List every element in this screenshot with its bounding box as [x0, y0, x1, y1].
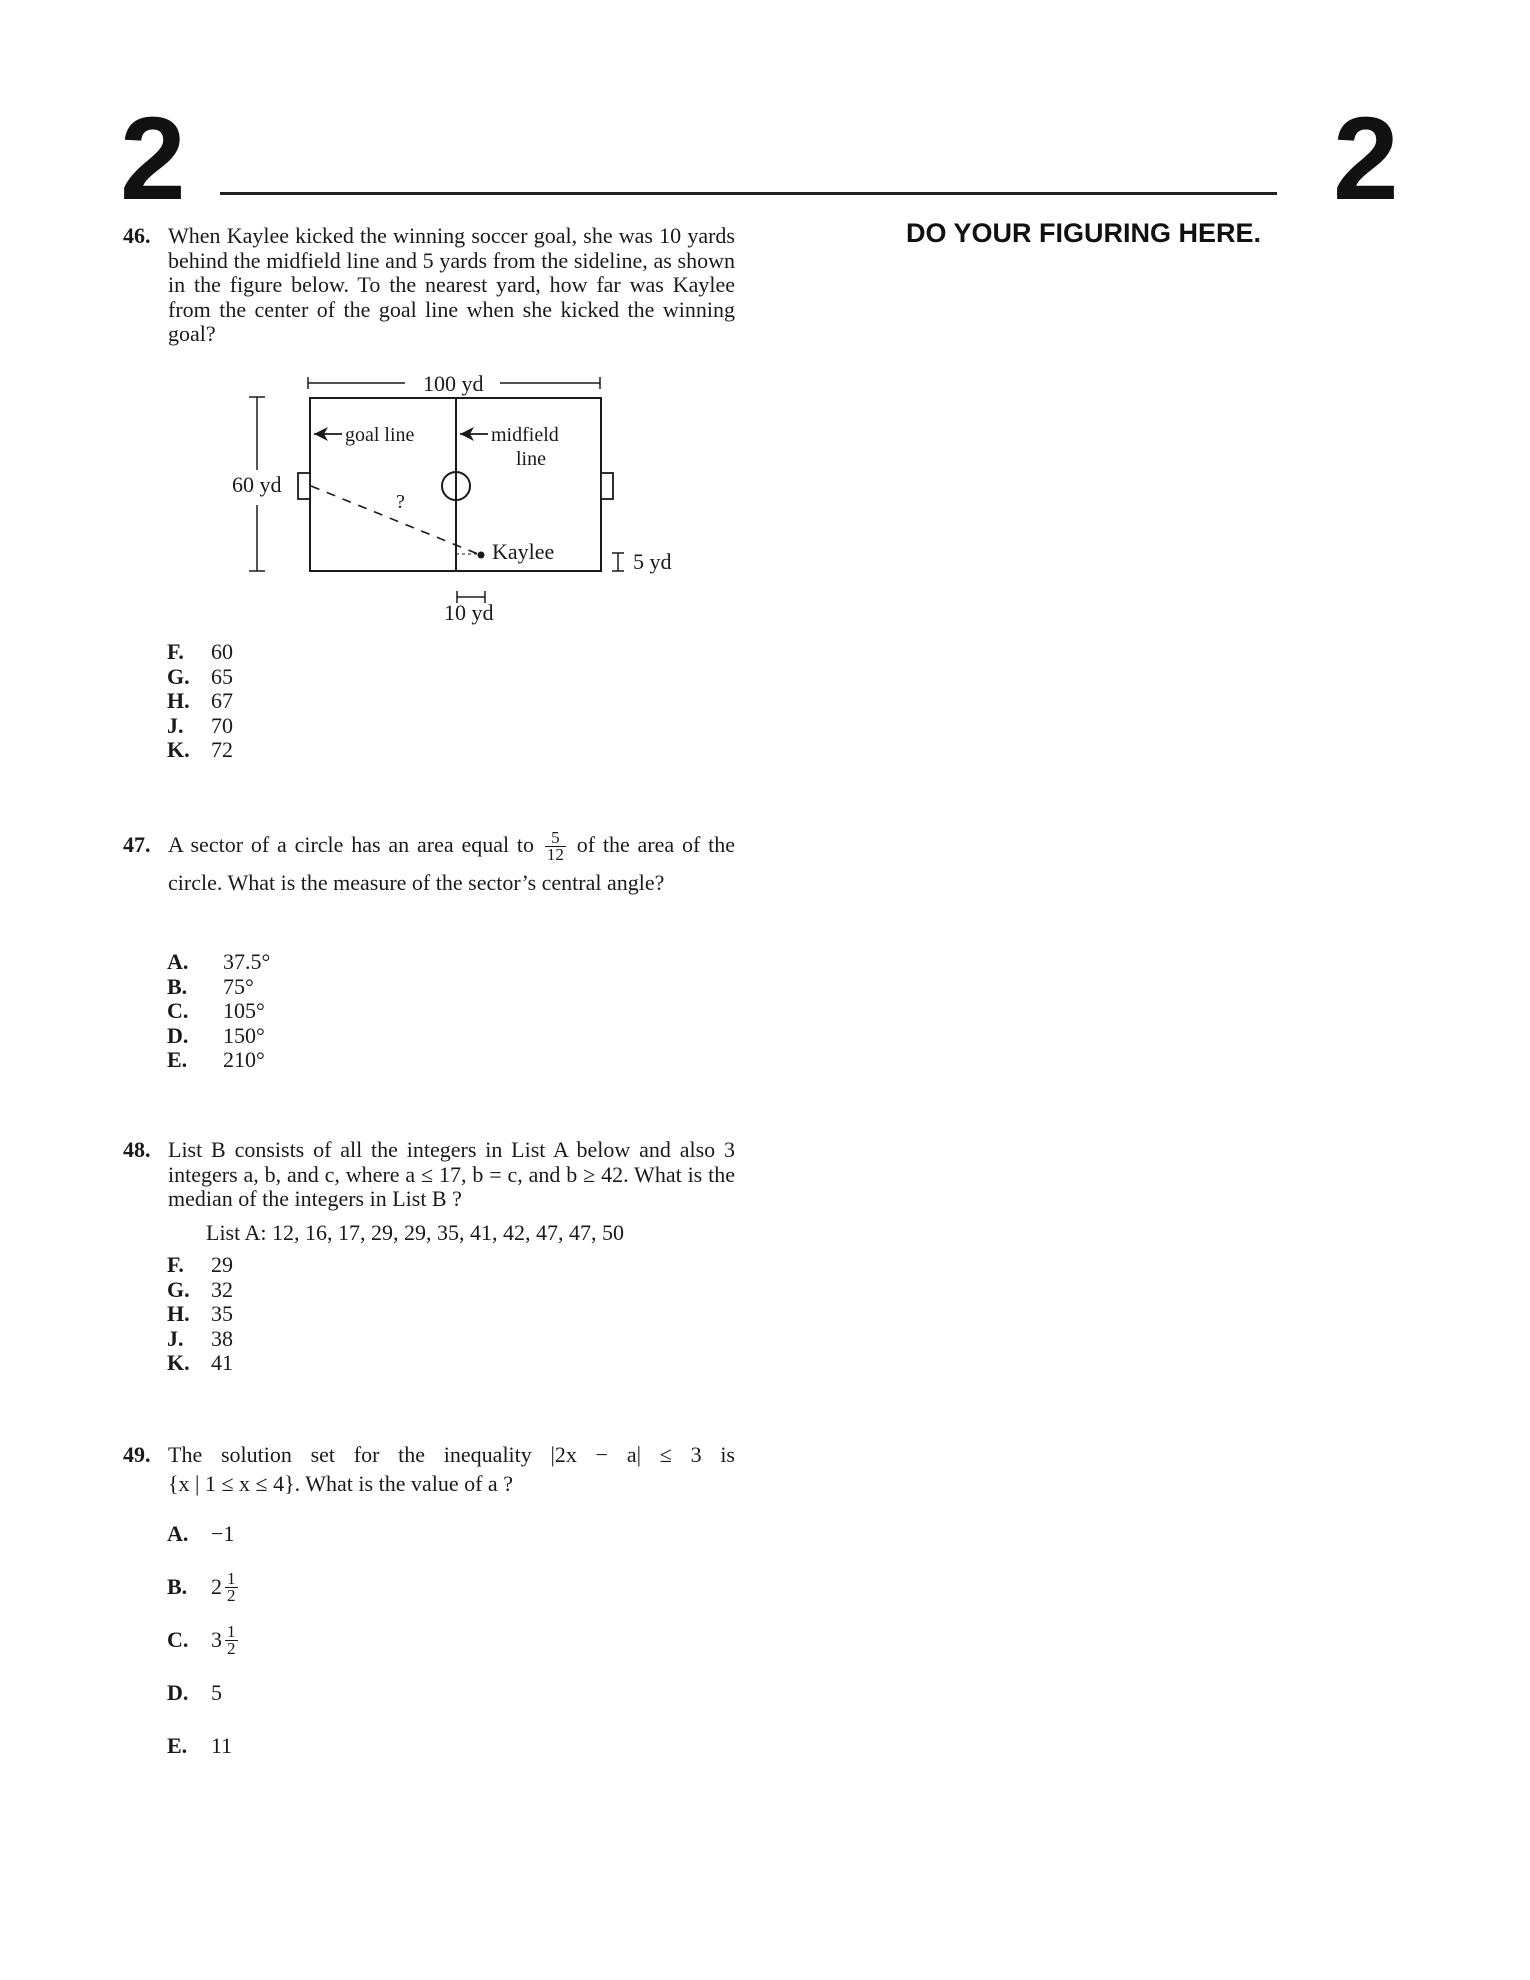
fraction: $\frac{1}{2}$ [227, 1622, 236, 1658]
q48-choices [167, 1253, 233, 1376]
mixed-number: 2 $\frac{1}{2}$ [211, 1569, 236, 1605]
answer-choice[interactable]: J. 70 [167, 712, 233, 738]
left-goal [298, 473, 310, 499]
question-number: 48. [123, 1137, 151, 1162]
answer-choice[interactable]: A. −1 [167, 1521, 235, 1547]
unknown-distance-line [311, 486, 478, 554]
answer-choice[interactable]: G. 32 [167, 1276, 233, 1302]
behind-midfield-label: 10 yd [444, 600, 494, 625]
question-stem: When Kaylee kicked the winning soccer goal, she was 10 yards behind the midfield line and 5 yards from the sideline, as shown in the figure below. To the nearest yard, how far was Kaylee from the center of the goal line when she kicked the winning goal? [168, 223, 735, 346]
mixed-number: 3 $\frac{1}{2}$ [211, 1622, 236, 1658]
midfield-label-1: midfield [491, 424, 559, 446]
goal-line-label: goal line [345, 424, 415, 446]
question-48 [123, 1138, 735, 1212]
answer-choice[interactable]: E. 210° [167, 1047, 265, 1072]
answer-choice[interactable]: F. 60 [167, 639, 233, 664]
answer-choice[interactable]: A. 37.5° [167, 949, 271, 974]
question-stem: A sector of a circle has an area equal to $\frac{5}{12}$ of the area of the circle. What is the measure of the sector’s central angle? [168, 828, 736, 895]
answer-choice[interactable]: E. 11 [167, 1733, 233, 1759]
answer-choice[interactable]: C. 105° [167, 998, 265, 1023]
answer-choice[interactable]: K. 41 [167, 1350, 233, 1375]
length-label: 100 yd [423, 371, 484, 396]
question-number: 46. [123, 223, 151, 248]
answer-choice[interactable]: F. 29 [167, 1252, 233, 1277]
answer-choice[interactable]: C. 3 $\frac{1}{2}$ [167, 1614, 241, 1667]
question-49 [123, 1440, 735, 1498]
q49-choices [167, 1508, 241, 1773]
answer-choice[interactable]: H. 35 [167, 1301, 233, 1326]
kaylee-point [478, 552, 485, 559]
list-a: List A: 12, 16, 17, 29, 29, 35, 41, 42, 47, 47, 50 [206, 1220, 625, 1245]
answer-choice[interactable]: D. 5 [167, 1680, 222, 1706]
fraction: $\frac{1}{2}$ [227, 1569, 236, 1605]
midfield-label-2: line [516, 448, 546, 470]
right-goal [601, 473, 613, 499]
question-47 [123, 826, 735, 902]
figuring-note: DO YOUR FIGURING HERE. [906, 218, 1262, 248]
answer-choice[interactable]: G. 65 [167, 663, 233, 689]
section-number-left: 2 [120, 93, 186, 225]
q47-choices [167, 950, 270, 1073]
kaylee-label: Kaylee [492, 539, 555, 564]
answer-choice[interactable]: K. 72 [167, 737, 233, 762]
question-number: 49. [123, 1442, 151, 1467]
answer-choice[interactable]: B. 2 $\frac{1}{2}$ [167, 1561, 241, 1614]
q46-choices [167, 640, 233, 763]
answer-choice[interactable]: D. 150° [167, 1022, 265, 1048]
question-stem: List B consists of all the integers in List A below and also 3 integers a, b, and c, where a ≤ 17, b = c, and b ≥ 42. What is the median of the integers in List B ? [168, 1137, 735, 1211]
sideline-distance-label: 5 yd [633, 549, 672, 574]
question-number: 47. [123, 832, 151, 857]
unknown-label: ? [396, 491, 405, 513]
answer-choice[interactable]: J. 38 [167, 1325, 233, 1351]
question-46 [123, 224, 735, 347]
answer-choice[interactable]: H. 67 [167, 688, 233, 713]
width-label: 60 yd [232, 472, 282, 497]
question-stem: The solution set for the inequality |2x − a| ≤ 3 is {x | 1 ≤ x ≤ 4}. What is the value of a ? [168, 1442, 735, 1496]
header-rule [220, 192, 1277, 195]
section-number-right: 2 [1333, 93, 1399, 225]
fraction: $\frac{5}{12}$ [546, 828, 564, 865]
answer-choice[interactable]: B. 75° [167, 973, 254, 999]
soccer-field-figure [220, 360, 700, 630]
